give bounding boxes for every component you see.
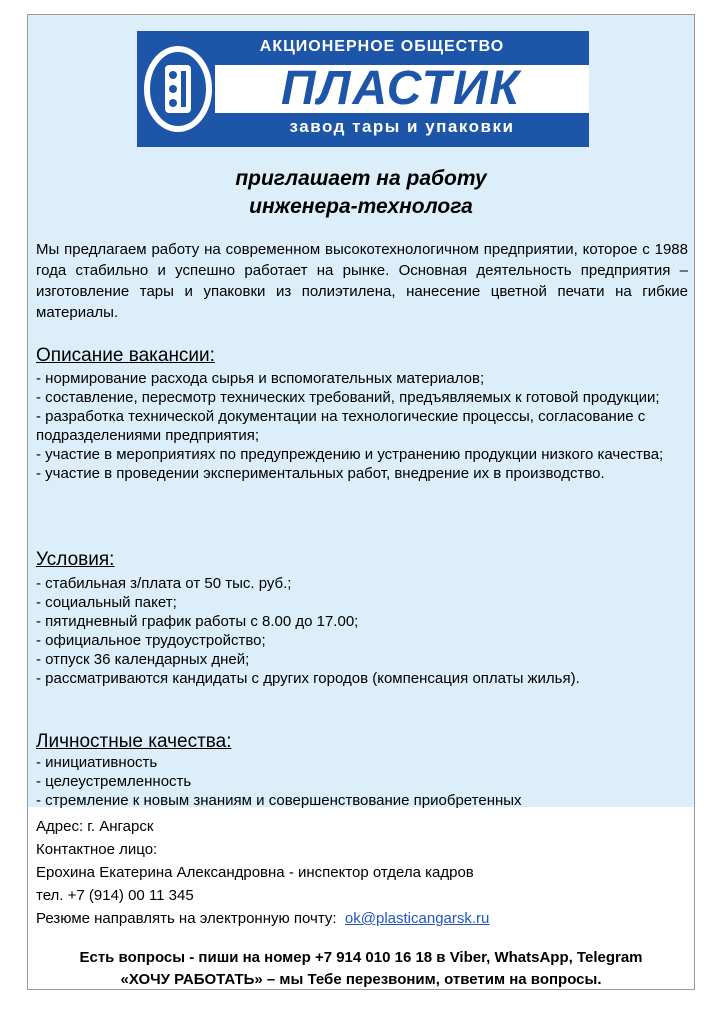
contact-label: Контактное лицо: [36,841,158,858]
conditions-heading: Условия: [36,549,115,570]
qualities-list [36,753,688,810]
list-item: - составление, пересмотр технических требований, предъявляемых к готовой продукции; [36,389,660,406]
email-link[interactable]: ok@plasticangarsk.ru [344,910,490,927]
company-name: ПЛАСТИК [281,62,521,115]
conditions-list [36,574,688,688]
company-logo [137,31,589,147]
qualities-heading: Личностные качества: [36,731,232,752]
list-item: - разработка технической документации на технологические процессы, согласование с подразделениями предприятия; [36,408,646,444]
list-item: - социальный пакет; [36,594,177,611]
description-list [36,369,688,483]
resume-label: Резюме направлять на электронную почту: [36,910,337,927]
headline-line1: приглашает на работу [235,167,487,190]
company-tagline: завод тары и упаковки [289,117,515,136]
plastic-emblem-icon [143,41,213,137]
footer-line1: Есть вопросы - пиши на номер +7 914 010 16 18 в Viber, WhatsApp, Telegram [79,949,643,966]
phone: тел. +7 (914) 00 11 345 [36,887,194,904]
contact-person: Ерохина Екатерина Александровна - инспектор отдела кадров [36,864,474,881]
list-item: - пятидневный график работы с 8.00 до 17.00; [36,613,359,630]
resume-line [36,907,688,930]
list-item: - инициативность [36,754,158,771]
footer [28,947,694,991]
list-item: - отпуск 36 календарных дней; [36,651,250,668]
list-item: - стремление к новым знаниям и совершенствование приобретенных [36,792,522,809]
list-item: - нормирование расхода сырья и вспомогательных материалов; [36,370,485,387]
description-heading: Описание вакансии: [36,345,215,366]
footer-line2: «ХОЧУ РАБОТАТЬ» – мы Тебе перезвоним, ответим на вопросы. [120,971,602,988]
list-item: - целеустремленность [36,773,192,790]
company-type: АКЦИОНЕРНОЕ ОБЩЕСТВО [259,38,505,55]
address: Адрес: г. Ангарск [36,818,154,835]
intro-paragraph: Мы предлагаем работу на современном высокотехнологичном предприятии, которое с 1988 года стабильно и успешно работает на рынке. Основная деятельность предприятия – изготовление тары и упаковки из полиэтилена, нанесение цветной печати на гибкие материалы. [36,241,688,321]
headline-line2: инженера-технолога [249,195,473,218]
list-item: - официальное трудоустройство; [36,632,266,649]
list-item: - стабильная з/плата от 50 тыс. руб.; [36,575,292,592]
vacancy-poster [27,14,695,990]
contacts-block [36,815,688,930]
list-item: - участие в проведении экспериментальных работ, внедрение их в производство. [36,465,605,482]
list-item: - рассматриваются кандидаты с других городов (компенсация оплаты жилья). [36,670,580,687]
list-item: - участие в мероприятиях по предупреждению и устранению продукции низкого качества; [36,446,664,463]
content-panel [28,15,694,807]
